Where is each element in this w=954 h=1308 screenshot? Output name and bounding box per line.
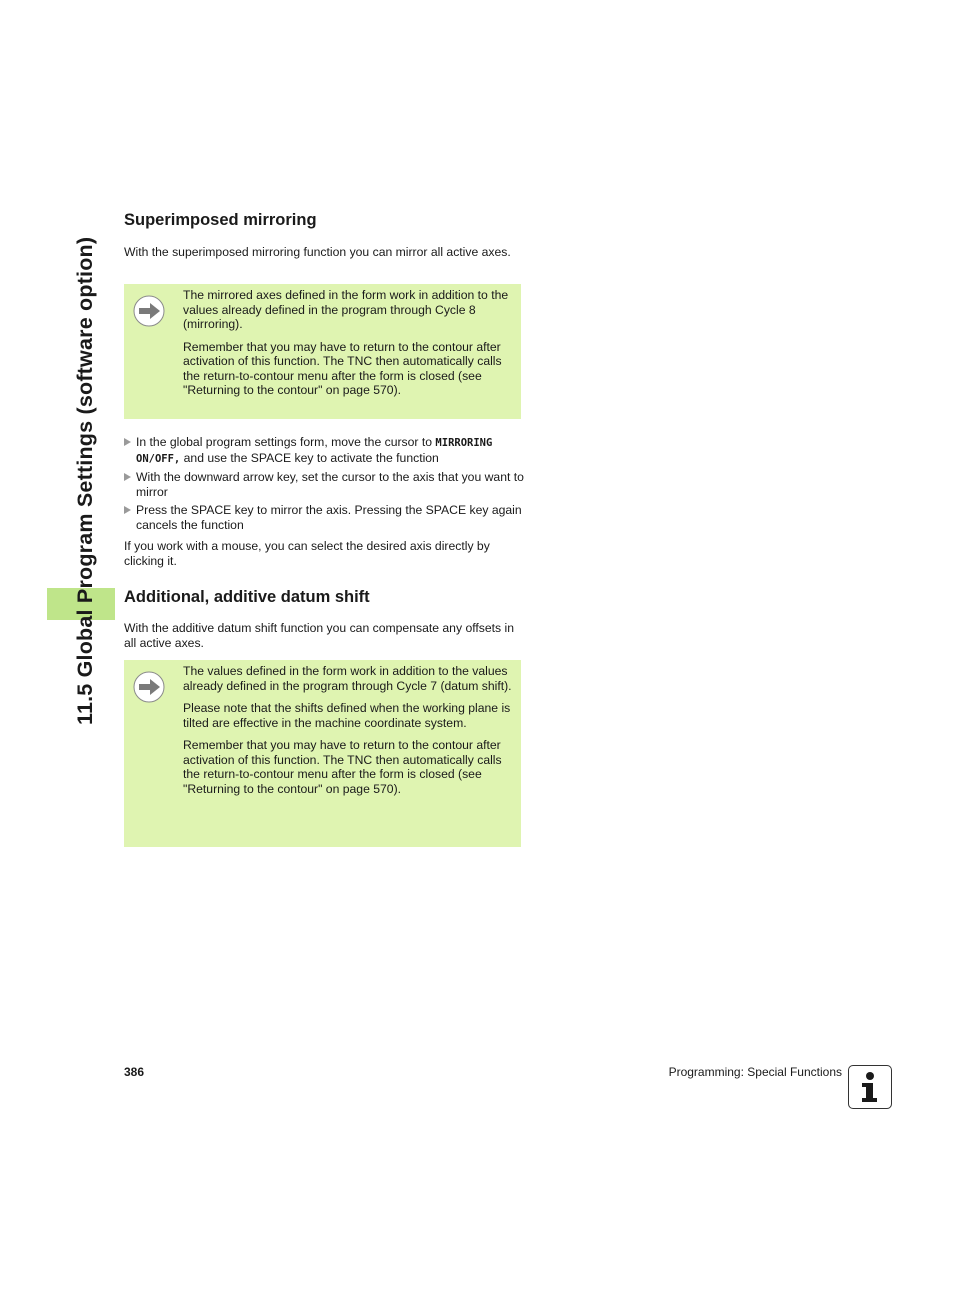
note-paragraph: The values defined in the form work in addition to the values already defined in the program through Cycle 7 (datum shift). <box>183 664 512 693</box>
info-icon <box>848 1065 892 1109</box>
step-bullet-icon <box>124 473 131 481</box>
chapter-side-title: 11.5 Global Program Settings (software option) <box>73 236 97 725</box>
page-number: 386 <box>124 1065 145 1079</box>
softkey-code: MIRRORING ON/OFF, <box>136 437 493 465</box>
note-paragraph: Remember that you may have to return to the contour after activation of this function. The TNC then automatically calls the return-to-contour menu after the form is closed (see "Returning to the contour" on page 570). <box>183 738 502 796</box>
section-heading-mirroring: Superimposed mirroring <box>124 211 317 229</box>
datum-shift-intro: With the additive datum shift function you can compensate any offsets in all active axes. <box>124 621 514 650</box>
step-item: With the downward arrow key, set the cursor to the axis that you want to mirror <box>124 470 524 499</box>
mirroring-intro: With the superimposed mirroring function you can mirror all active axes. <box>124 245 511 259</box>
step-bullet-icon <box>124 438 131 446</box>
arrow-right-icon <box>133 671 165 703</box>
arrow-right-icon <box>133 295 165 327</box>
mirroring-outro: If you work with a mouse, you can select the desired axis directly by clicking it. <box>124 539 490 568</box>
note-paragraph: Please note that the shifts defined when the working plane is tilted are effective in the machine coordinate system. <box>183 701 511 730</box>
footer-chapter-title: Programming: Special Functions <box>668 1065 842 1079</box>
note-paragraph: The mirrored axes defined in the form work in addition to the values already defined in the program through Cycle 8 (mirroring). <box>183 288 509 331</box>
step-list <box>124 435 524 536</box>
step-item: Press the SPACE key to mirror the axis. Pressing the SPACE key again cancels the function <box>124 503 524 532</box>
step-bullet-icon <box>124 506 131 514</box>
note-box-mirroring <box>124 284 521 419</box>
note-box-datum-shift <box>124 660 521 847</box>
section-heading-datum-shift: Additional, additive datum shift <box>124 588 370 606</box>
note-paragraph: Remember that you may have to return to the contour after activation of this function. The TNC then automatically calls the return-to-contour menu after the form is closed (see "Returning to the contour" on page 570). <box>183 339 502 397</box>
step-item: In the global program settings form, move the cursor to MIRRORING ON/OFF, and use the SPACE key to activate the function <box>124 435 524 466</box>
